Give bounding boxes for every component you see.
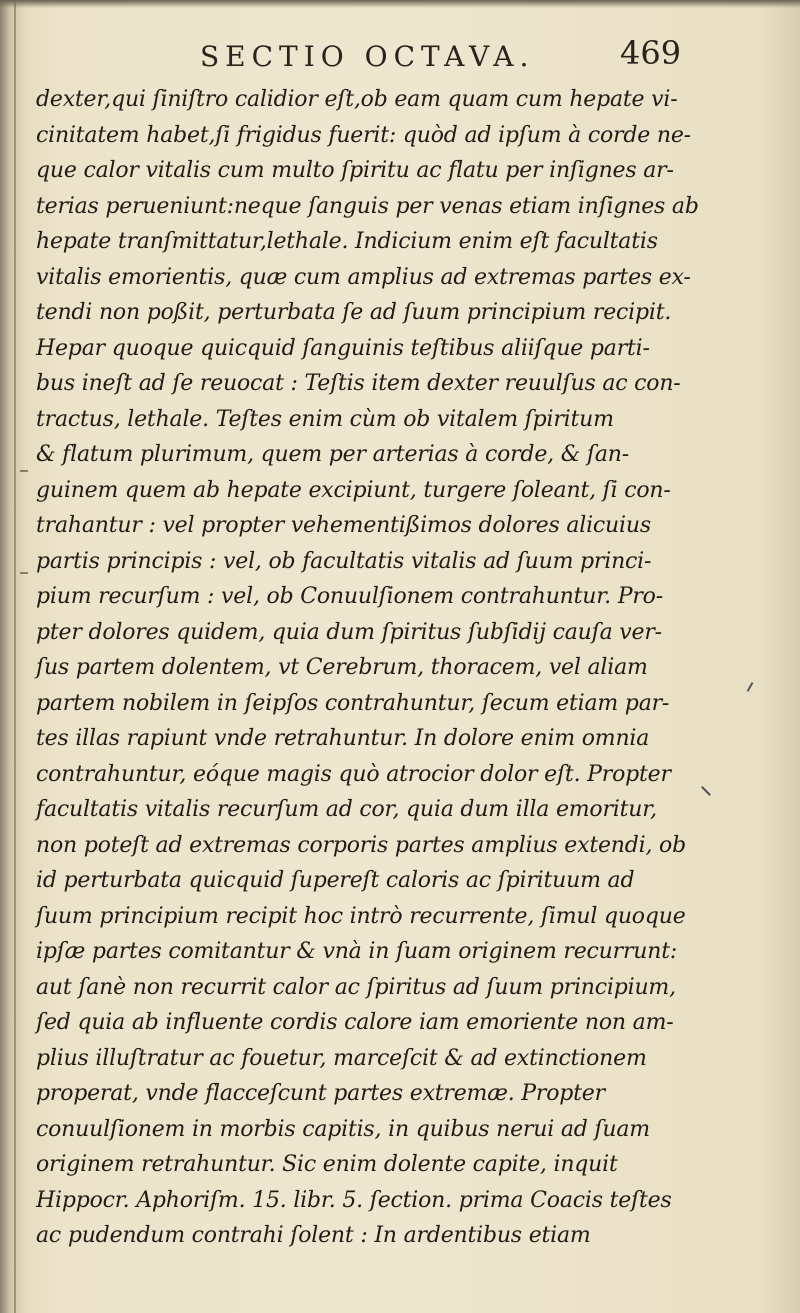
text-line: ſuum principium recipit hoc intrò recurrente, ſimul quoque xyxy=(36,903,686,929)
text-line: dexter,qui ſiniſtro calidior eſt,ob eam quam cum hepate vi- xyxy=(36,87,678,112)
text-line: ipſæ partes comitantur & vnà in ſuam originem recurrunt: xyxy=(36,939,678,964)
text-line: terias perueniunt:neque ſanguis per venas etiam inſignes ab xyxy=(36,193,699,219)
text-line: que calor vitalis cum multo ſpiritu ac flatu per inſignes ar- xyxy=(36,158,674,183)
binding-gutter xyxy=(14,0,16,1313)
text-line: conuulſionem in morbis capitis, in quibus nerui ad ſuam xyxy=(36,1116,650,1142)
text-line: guinem quem ab hepate excipiunt, turgere ſoleant, ſi con- xyxy=(36,477,671,503)
body-text xyxy=(36,82,708,1254)
text-line: aut ſanè non recurrit calor ac ſpiritus ad ſuum principium, xyxy=(36,974,676,1000)
text-line: ac pudendum contrahi ſolent : In ardentibus etiam xyxy=(36,1223,591,1248)
text-line: Hippocr. Aphoriſm. 15. libr. 5. ſection. prima Coacis teſtes xyxy=(36,1187,672,1213)
text-line: non poteſt ad extremas corporis partes amplius extendi, ob xyxy=(36,832,686,858)
gutter-mark xyxy=(20,470,28,472)
text-line: partem nobilem in ſeipſos contrahuntur, ſecum etiam par- xyxy=(36,690,670,716)
text-line: ſed quia ab influente cordis calore iam emoriente non am- xyxy=(36,1010,674,1035)
text-line: originem retrahuntur. Sic enim dolente capite, inquit xyxy=(36,1152,618,1177)
text-line: pium recurſum : vel, ob Conuulſionem contrahuntur. Pro- xyxy=(36,584,663,609)
text-line: tendi non poßit, perturbata ſe ad ſuum principium recipit. xyxy=(36,300,672,325)
text-line: tes illas rapiunt vnde retrahuntur. In dolore enim omnia xyxy=(36,726,650,751)
text-line: Hepar quoque quicquid ſanguinis teſtibus aliiſque parti- xyxy=(36,335,650,361)
text-line: vitalis emorientis, quæ cum amplius ad extremas partes ex- xyxy=(36,264,691,290)
text-line: cinitatem habet,ſi frigidus fuerit: quòd ad ipſum à corde ne- xyxy=(36,122,691,148)
text-line: contrahuntur, eóque magis quò atrocior dolor eſt. Propter xyxy=(36,761,671,787)
page-header xyxy=(200,34,700,80)
page-number: 469 xyxy=(620,34,682,72)
text-line: bus ineſt ad ſe reuocat : Teſtis item dexter reuulſus ac con- xyxy=(36,371,681,396)
running-head: SECTIO OCTAVA. xyxy=(200,40,535,73)
text-line: & flatum plurimum, quem per arterias à corde, & ſan- xyxy=(36,442,629,467)
text-line: partis principis : vel, ob facultatis vitalis ad ſuum princi- xyxy=(36,548,652,574)
text-line: id perturbata quicquid ſupereſt caloris ac ſpirituum ad xyxy=(36,868,635,893)
text-line: hepate tranſmittatur,lethale. Indicium enim eſt facultatis xyxy=(36,229,658,254)
text-line: pter dolores quidem, quia dum ſpiritus ſubſidij cauſa ver- xyxy=(36,619,662,645)
text-line: tractus, lethale. Teſtes enim cùm ob vitalem ſpiritum xyxy=(36,406,614,432)
gutter-mark xyxy=(20,572,28,574)
text-line: plius illuſtratur ac fouetur, marceſcit & ad extinctionem xyxy=(36,1045,647,1071)
text-line: ſus partem dolentem, vt Cerebrum, thoracem, vel aliam xyxy=(36,655,648,680)
text-line: properat, vnde flacceſcunt partes extremæ. Propter xyxy=(36,1081,605,1106)
margin-mark xyxy=(747,682,754,692)
page-top-shadow xyxy=(0,0,800,8)
text-line: trahantur : vel propter vehementißimos dolores alicuius xyxy=(36,513,651,538)
text-line: facultatis vitalis recurſum ad cor, quia dum illa emoritur, xyxy=(36,797,657,822)
